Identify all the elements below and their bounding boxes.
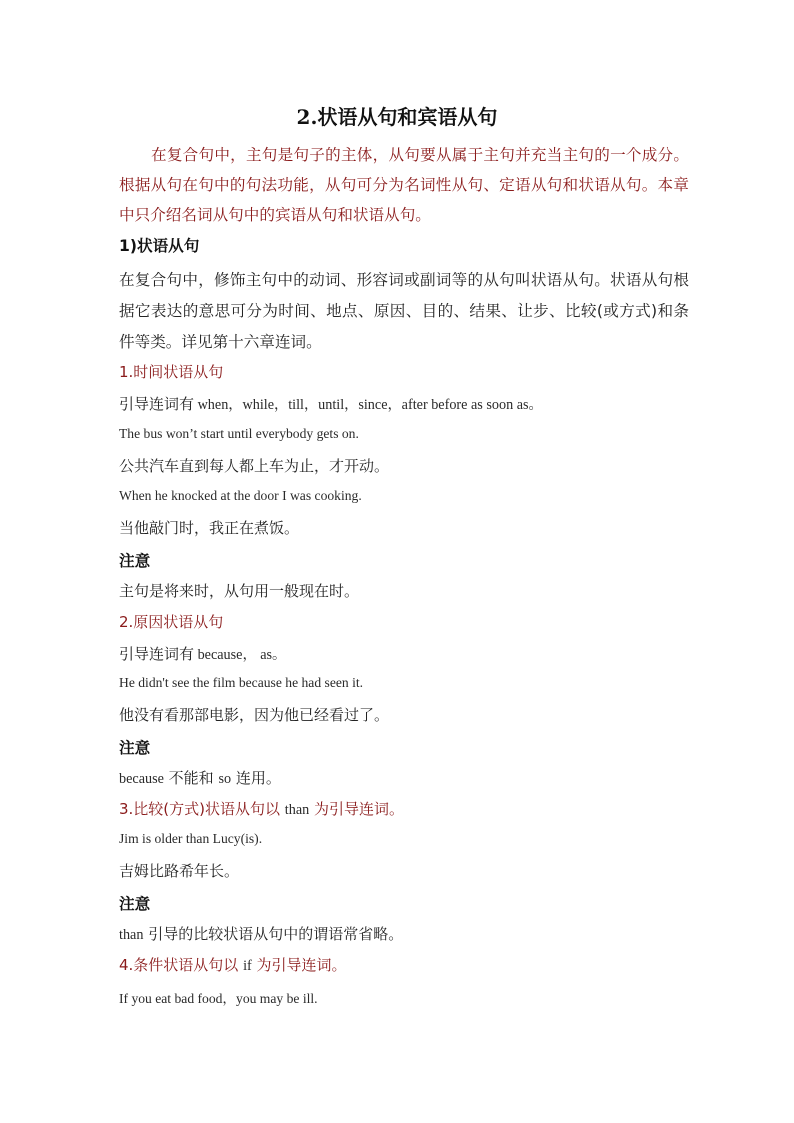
condition-heading-prefix: 4.条件状语从句以 xyxy=(119,956,244,974)
reason-clause-heading: 2.原因状语从句 xyxy=(119,613,224,631)
reason-note-en: because xyxy=(119,771,164,787)
time-example-1-zh: 公共汽车直到每人都上车为止，才开动。 xyxy=(119,457,390,475)
time-conjunctions xyxy=(119,393,689,414)
reason-conjunctions-prefix: 引导连词有 xyxy=(119,645,195,663)
section-heading-adverbial-clause: 1)状语从句 xyxy=(119,237,200,255)
reason-example-1-zh: 他没有看那部电影，因为他已经看过了。 xyxy=(119,706,390,724)
condition-clause-heading xyxy=(119,954,689,975)
reason-note-text xyxy=(119,767,689,788)
reason-conjunctions xyxy=(119,643,689,664)
comparison-note-en: than xyxy=(119,927,144,943)
page-title: 2.状语从句和宾语从句 xyxy=(296,105,498,129)
comparison-clause-heading xyxy=(119,798,689,819)
comparison-heading-en: than xyxy=(284,802,310,818)
time-example-2-zh: 当他敲门时，我正在煮饭。 xyxy=(119,519,300,537)
comparison-note-text xyxy=(119,923,689,944)
comparison-note-label: 注意 xyxy=(119,895,151,913)
comparison-example-1-zh: 吉姆比路希年长。 xyxy=(119,862,240,880)
reason-note-label: 注意 xyxy=(119,739,151,757)
section-description: 在复合句中，修饰主句中的动词、形容词或副词等的从句叫状语从句。状语从句根据它表达的意思可分为时间、地点、原因、目的、结果、让步、比较(或方式)和条件等类。详见第十六章连词。 xyxy=(119,271,689,351)
time-note-text: 主句是将来时，从句用一般现在时。 xyxy=(119,582,360,600)
reason-example-1-en: He didn't see the film because he had seen it. xyxy=(119,675,364,690)
comparison-example-1-en: Jim is older than Lucy(is). xyxy=(119,831,263,846)
comparison-heading-suffix: 为引导连词。 xyxy=(309,800,405,818)
reason-conjunctions-list: because， as。 xyxy=(194,647,287,663)
condition-example-1-en: If you eat bad food，you may be ill. xyxy=(119,991,318,1006)
reason-note-text-2: 连用。 xyxy=(231,769,281,787)
comparison-heading-prefix: 3.比较(方式)状语从句以 xyxy=(119,800,285,818)
condition-heading-en: if xyxy=(243,958,252,974)
time-example-2-en: When he knocked at the door I was cooking. xyxy=(119,488,362,503)
reason-note-en-2: so xyxy=(218,771,232,787)
intro-paragraph: 在复合句中，主句是句子的主体，从句要从属于主句并充当主句的一个成分。根据从句在句中的句法功能，从句可分为名词性从句、定语从句和状语从句。本章中只介绍名词从句中的宾语从句和状语从句。 xyxy=(119,146,689,224)
time-conjunctions-prefix: 引导连词有 xyxy=(119,395,195,413)
reason-note-text-1: 不能和 xyxy=(163,769,219,787)
condition-heading-suffix: 为引导连词。 xyxy=(251,956,347,974)
time-note-label: 注意 xyxy=(119,552,151,570)
comparison-note-body: 引导的比较状语从句中的谓语常省略。 xyxy=(143,925,404,943)
time-conjunctions-list: when，while，till，until，since，after before as soon as。 xyxy=(194,397,543,413)
time-clause-heading: 1.时间状语从句 xyxy=(119,363,224,381)
time-example-1-en: The bus won’t start until everybody gets on. xyxy=(119,426,359,441)
